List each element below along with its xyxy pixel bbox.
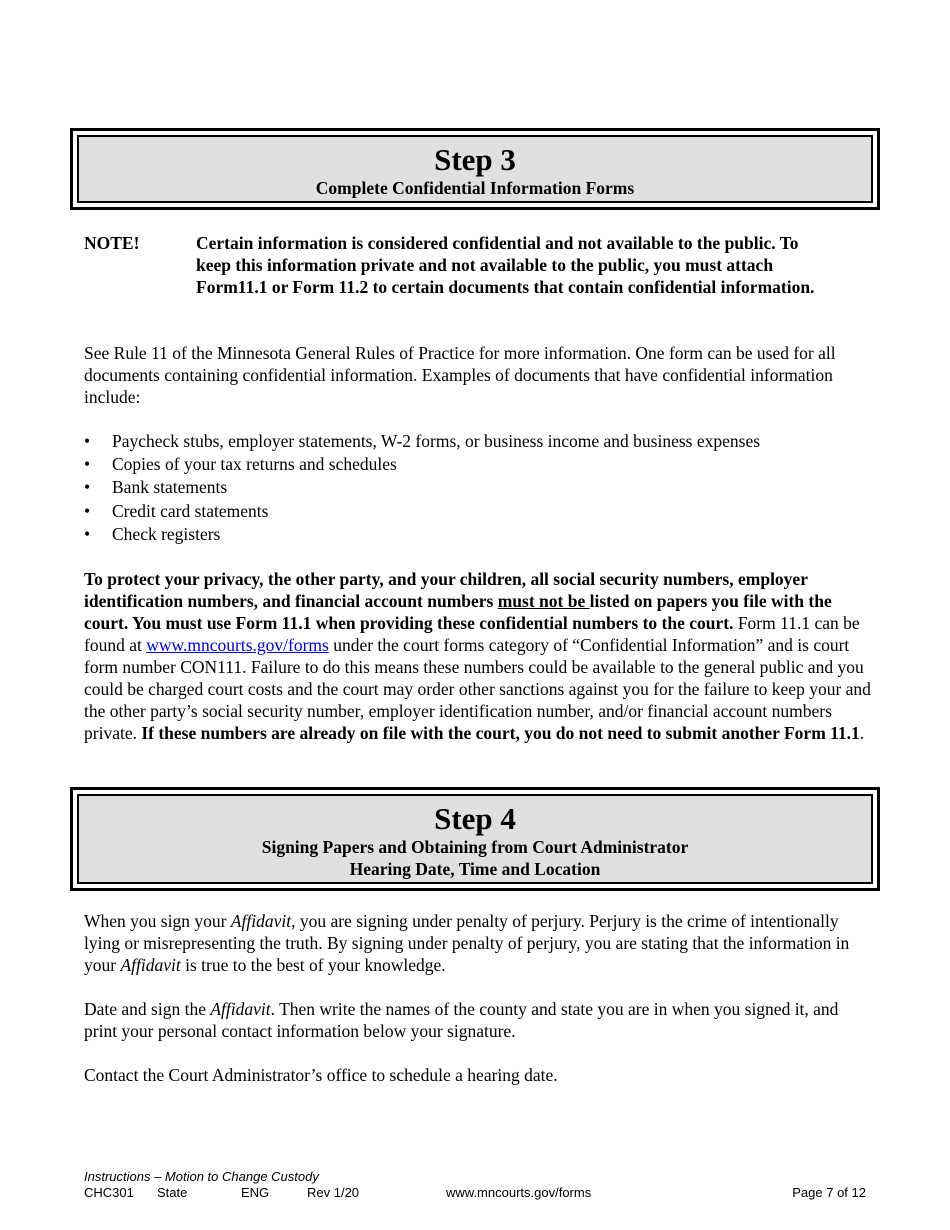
step4-title: Step 4 (434, 801, 516, 836)
footer-language: ENG (241, 1185, 270, 1200)
step4-header-inner (77, 794, 873, 884)
step3-header-box (70, 128, 880, 210)
sign-text-b: , you are signing under penalty of perjury. Perjury is the crime of intentionally lying or misrepresenting the truth. By signing under penalty of perjury, you are stating that the information in your (84, 911, 850, 975)
rule-paragraph: See Rule 11 of the Minnesota General Rules of Practice for more information. One form can be used for all documents containing confidential information. Examples of documents that have confidential information include: (84, 343, 836, 407)
list-item: • Paycheck stubs, employer statements, W-2 forms, or business income and business expenses (84, 431, 761, 451)
footer-jurisdiction: State (157, 1185, 188, 1200)
list-item-text: Bank statements (112, 477, 228, 498)
footer-title: Instructions – Motion to Change Custody (84, 1169, 319, 1184)
list-item-text: Copies of your tax returns and schedules (112, 454, 397, 475)
footer-website: www.mncourts.gov/forms (446, 1185, 592, 1200)
note-label: NOTE! (84, 233, 140, 253)
privacy-end-punct: . (859, 723, 865, 743)
step3-title: Step 3 (434, 142, 516, 177)
affidavit-term: Affidavit (230, 911, 292, 931)
step3-subtitle: Complete Confidential Information Forms (315, 178, 635, 198)
list-item-text: Credit card statements (112, 500, 269, 521)
step4-subtitle-1: Signing Papers and Obtaining from Court Administrator (261, 837, 689, 857)
affidavit-term: Affidavit (210, 999, 271, 1019)
footer-revision: Rev 1/20 (307, 1185, 360, 1200)
privacy-text-a: Form 11.1 can be found at (84, 613, 860, 655)
sign-text-a: When you sign your (84, 911, 231, 931)
step4-header-box (70, 787, 880, 891)
list-item: • Copies of your tax returns and schedules (84, 454, 397, 475)
confidential-examples-list (84, 430, 874, 546)
list-item-text: Paycheck stubs, employer statements, W-2 forms, or business income and business expenses (112, 431, 761, 451)
privacy-bold-end: If these numbers are already on file with the court, you do not need to submit another Form 11.1 (141, 723, 860, 743)
privacy-underlined: must not be (497, 591, 590, 611)
footer-form-code: CHC301 (84, 1185, 134, 1200)
footer-page-number: Page 7 of 12 (792, 1185, 866, 1200)
date-text-a: Date and sign the (84, 999, 211, 1019)
privacy-text-b: under the court forms category of “Confidential Information” and is court form number CON111. Failure to do this means these numbers could be available to the general public and you could be charged court costs and the court may order other sanctions against you for the failure to keep your and the other party’s social security number, employer identification number, and/or financial account numbers private. (84, 635, 871, 743)
privacy-bold-mid: listed on papers you file with the court. You must use Form 11.1 when providing these confidential numbers to the court. (84, 591, 832, 633)
sign-text-c: is true to the best of your knowledge. (180, 955, 446, 975)
privacy-paragraph (84, 568, 874, 744)
date-text-b: . Then write the names of the county and state you are in when you signed it, and print your personal contact information below your signature. (84, 999, 839, 1041)
list-item: • Bank statements (84, 477, 228, 498)
list-item-text: Check registers (112, 523, 221, 544)
mncourts-forms-link[interactable]: www.mncourts.gov/forms (146, 635, 329, 655)
sign-paragraph (84, 910, 874, 976)
note-text: Certain information is considered confidential and not available to the public. To keep this information private and not available to the public, you must attach Form11.1 or Form 11.2 to certain documents that contain confidential information. (196, 233, 815, 297)
affidavit-term: Affidavit (120, 955, 181, 975)
step4-subtitle-2: Hearing Date, Time and Location (349, 859, 601, 879)
date-paragraph (84, 998, 874, 1042)
privacy-bold-start: To protect your privacy, the other party, and your children, all social security numbers, employer identification numbers, and financial account numbers (84, 569, 808, 611)
list-item: • Credit card statements (84, 500, 269, 521)
contact-paragraph: Contact the Court Administrator’s office to schedule a hearing date. (84, 1065, 558, 1085)
step3-header-inner (77, 135, 873, 203)
list-item: • Check registers (84, 523, 221, 544)
footer-row (84, 1185, 874, 1201)
